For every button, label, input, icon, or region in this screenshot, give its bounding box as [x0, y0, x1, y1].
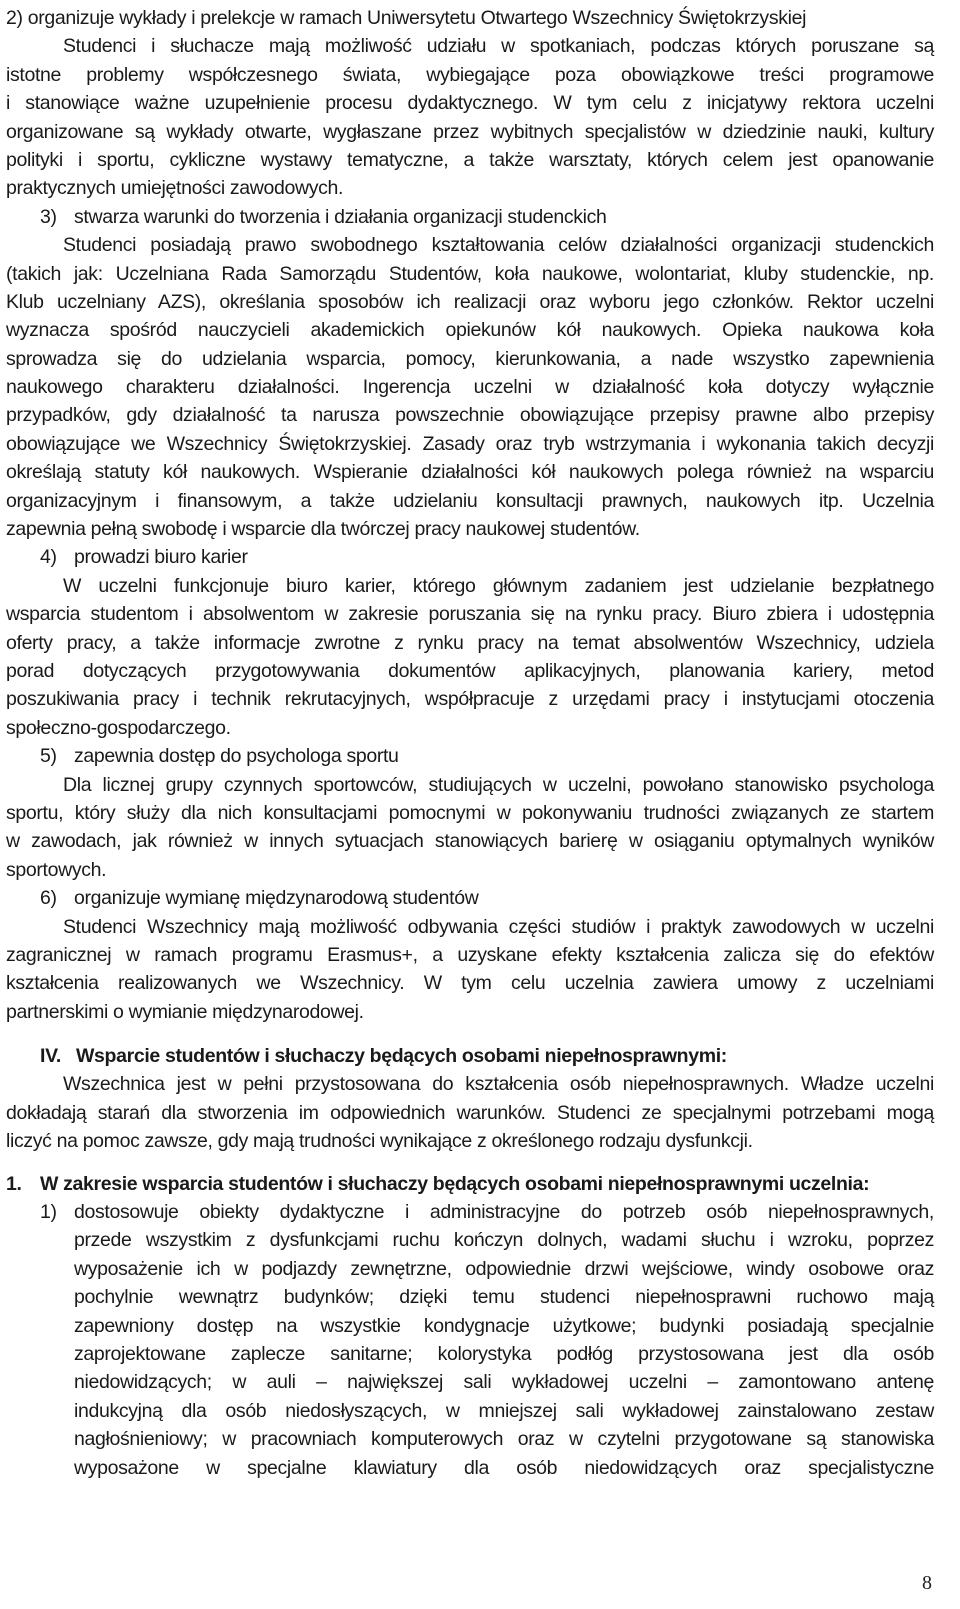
paragraph-line: zaprojektowane zaplecze sanitarne; kolorystyka podłóg przystosowana jest dla osób [74, 1342, 934, 1365]
paragraph-line: sportu, który służy dla nich konsultacjami pomocnymi w pokonywaniu trudności związanych ze startem [6, 801, 934, 824]
section-iv [6, 1042, 934, 1156]
item-number: 4) [40, 546, 57, 569]
paragraph-line: (takich jak: Uczelniana Rada Samorządu Studentów, koła naukowe, wolontariat, kluby studenckie, np. [6, 262, 934, 285]
item-heading-text: organizuje wymianę międzynarodową studentów [74, 887, 479, 910]
page-number: 8 [922, 1572, 932, 1594]
paragraph-line: dokładają starań dla stworzenia im odpowiednich warunków. Studenci ze specjalnymi potrzebami mogą [6, 1101, 934, 1124]
paragraph-line: polityki i sportu, cykliczne wystawy tematyczne, a także warsztaty, których celem jest opanowanie [6, 148, 934, 171]
item-6-heading [6, 884, 934, 912]
subsection-1-heading [6, 1170, 934, 1198]
item-number: 6) [40, 887, 57, 910]
paragraph-line: zapewniony dostęp na wszystkie kondygnacje użytkowe; budynki posiadają specjalnie [74, 1314, 934, 1337]
paragraph-line: organizowane są wykłady otwarte, wygłaszane przez wybitnych specjalistów w dziedzinie nauki, kultury [6, 120, 934, 143]
item-3-heading [6, 203, 934, 231]
item-3-section [6, 203, 934, 544]
item-6-section [6, 884, 934, 1026]
subsection-number: 1. [6, 1172, 22, 1195]
paragraph-line: Klub uczelniany AZS), określania sposobów ich realizacji oraz wyboru jego członków. Rektor uczelni [6, 290, 934, 313]
paragraph-line: w zawodach, jak również w innych sytuacjach stanowiących barierę w osiąganiu optymalnych wyników [6, 830, 934, 853]
paragraph-line: organizacyjnym i finansowym, a także udzielaniu konsultacji prawnych, naukowych itp. Uczelnia [6, 489, 934, 512]
paragraph-line: Studenci posiadają prawo swobodnego kształtowania celów działalności organizacji studenckich [63, 234, 934, 257]
item-heading-text: zapewnia dostęp do psychologa sportu [74, 745, 399, 768]
paragraph-line: Studenci Wszechnicy mają możliwość odbywania części studiów i praktyk zawodowych w uczelni [63, 915, 934, 938]
paragraph-line: Wszechnica jest w pełni przystosowana do kształcenia osób niepełnosprawnych. Władze uczelni [63, 1073, 934, 1096]
paragraph-line: zagranicznej w ramach programu Erasmus+, a uzyskane efekty kształcenia zalicza się do efektów [6, 943, 934, 966]
paragraph-line: Studenci i słuchacze mają możliwość udziału w spotkaniach, podczas których poruszane są [63, 35, 934, 58]
item-5-heading [6, 742, 934, 770]
paragraph-line: przypadków, gdy działalność ta narusza powszechnie obowiązujące przepisy prawne albo przepisy [6, 404, 934, 427]
item-number: 5) [40, 745, 57, 768]
paragraph-line: nagłośnieniowy; w pracowniach komputerowych oraz w czytelni przygotowane są stanowiska [74, 1428, 934, 1451]
paragraph-line: wyposażone w specjalne klawiatury dla osób niedowidzących oraz specjalistyczne [74, 1456, 934, 1479]
paragraph-line: pochylnie wewnątrz budynków; dzięki temu studenci niepełnosprawni ruchowo mają [74, 1286, 934, 1309]
paragraph-line: liczyć na pomoc zawsze, gdy mają trudności wynikające z określonego rodzaju dysfunkcji. [6, 1130, 753, 1153]
paragraph-line: W uczelni funkcjonuje biuro karier, którego głównym zadaniem jest udzielanie bezpłatnego [63, 574, 934, 597]
spacer [6, 1026, 934, 1042]
paragraph-line: wyznacza spośród nauczycieli akademickich opiekunów kół naukowych. Opieka naukowa koła [6, 319, 934, 342]
list-item-first-line [6, 1198, 934, 1226]
item-number: 3) [40, 205, 57, 228]
item-number: 1) [40, 1201, 57, 1224]
paragraph-line: określają statuty kół naukowych. Wspieranie działalności kół naukowych polega również na wsparciu [6, 461, 934, 484]
paragraph-line: kształcenia realizowanych we Wszechnicy. W tym celu uczelnia zawiera umowy z uczelniami [6, 972, 934, 995]
item-heading-text: prowadzi biuro karier [74, 546, 248, 569]
paragraph-line: zapewnia pełną swobodę i wsparcie dla twórczej pracy naukowej studentów. [6, 518, 640, 541]
paragraph-line-text: dostosowuje obiekty dydaktyczne i administracyjne do potrzeb osób niepełnosprawnych, [74, 1201, 934, 1224]
subsection-heading-text: W zakresie wsparcia studentów i słuchaczy będących osobami niepełnosprawnymi uczelnia: [40, 1172, 870, 1195]
section-heading-text: Wsparcie studentów i słuchaczy będących osobami niepełnosprawnymi: [76, 1045, 727, 1068]
paragraph-line: poszukiwania pracy i technik rekrutacyjnych, współpracuje z urzędami pracy i instytucjami otoczenia [6, 688, 934, 711]
paragraph-line: naukowego charakteru działalności. Ingerencja uczelni w działalność koła dotyczy wyłącznie [6, 376, 934, 399]
item-4-heading [6, 543, 934, 571]
section-number: IV. [40, 1045, 62, 1068]
paragraph-line: istotne problemy współczesnego świata, wybiegające poza obowiązkowe treści programowe [6, 63, 934, 86]
paragraph-line: Dla licznej grupy czynnych sportowców, studiujących w uczelni, powołano stanowisko psychologa [63, 773, 934, 796]
item-heading-text: stwarza warunki do tworzenia i działania organizacji studenckich [74, 205, 607, 228]
subsection-1 [6, 1170, 934, 1482]
paragraph-line: porad dotyczących przygotowywania dokumentów aplikacyjnych, planowania kariery, metod [6, 659, 934, 682]
section-iv-heading [6, 1042, 934, 1070]
paragraph-line: wsparcia studentom i absolwentom w zakresie poruszania się na rynku pracy. Biuro zbiera i udostępnia [6, 603, 934, 626]
item-2-section [6, 4, 934, 203]
document-page [6, 4, 934, 1482]
item-2-heading: 2) organizuje wykłady i prelekcje w ramach Uniwersytetu Otwartego Wszechnicy Świętokrzyskiej [6, 7, 807, 29]
paragraph-line: indukcyjną dla osób niedosłyszących, w mniejszej sali wykładowej zainstalowano zestaw [74, 1399, 934, 1422]
paragraph-line: praktycznych umiejętności zawodowych. [6, 177, 344, 200]
paragraph-line: oferty pracy, a także informacje zwrotne z rynku pracy na temat absolwentów Wszechnicy, udziela [6, 631, 934, 654]
paragraph-line: partnerskimi o wymianie międzynarodowej. [6, 1000, 364, 1023]
paragraph-line: sportowych. [6, 858, 107, 881]
paragraph-line: obowiązujące we Wszechnicy Świętokrzyskiej. Zasady oraz tryb wstrzymania i wykonania takich decyzji [6, 432, 934, 455]
paragraph-line: przede wszystkim z dysfunkcjami ruchu kończyn dolnych, wadami słuchu i wzroku, poprzez [74, 1229, 934, 1252]
spacer [6, 1156, 934, 1170]
paragraph-line: niedowidzących; w auli – największej sali wykładowej uczelni – zamontowano antenę [74, 1371, 934, 1394]
paragraph-line: i stanowiące ważne uzupełnienie procesu dydaktycznego. W tym celu z inicjatywy rektora uczelni [6, 92, 934, 115]
paragraph-line: wyposażenie ich w podjazdy zewnętrzne, odpowiednie drzwi wejściowe, windy osobowe oraz [74, 1257, 934, 1280]
item-4-section [6, 543, 934, 742]
item-5-section [6, 742, 934, 884]
paragraph-line: społeczno-gospodarczego. [6, 716, 231, 739]
paragraph-line: sprowadza się do udzielania wsparcia, pomocy, kierunkowania, a nade wszystko zapewnienia [6, 347, 934, 370]
